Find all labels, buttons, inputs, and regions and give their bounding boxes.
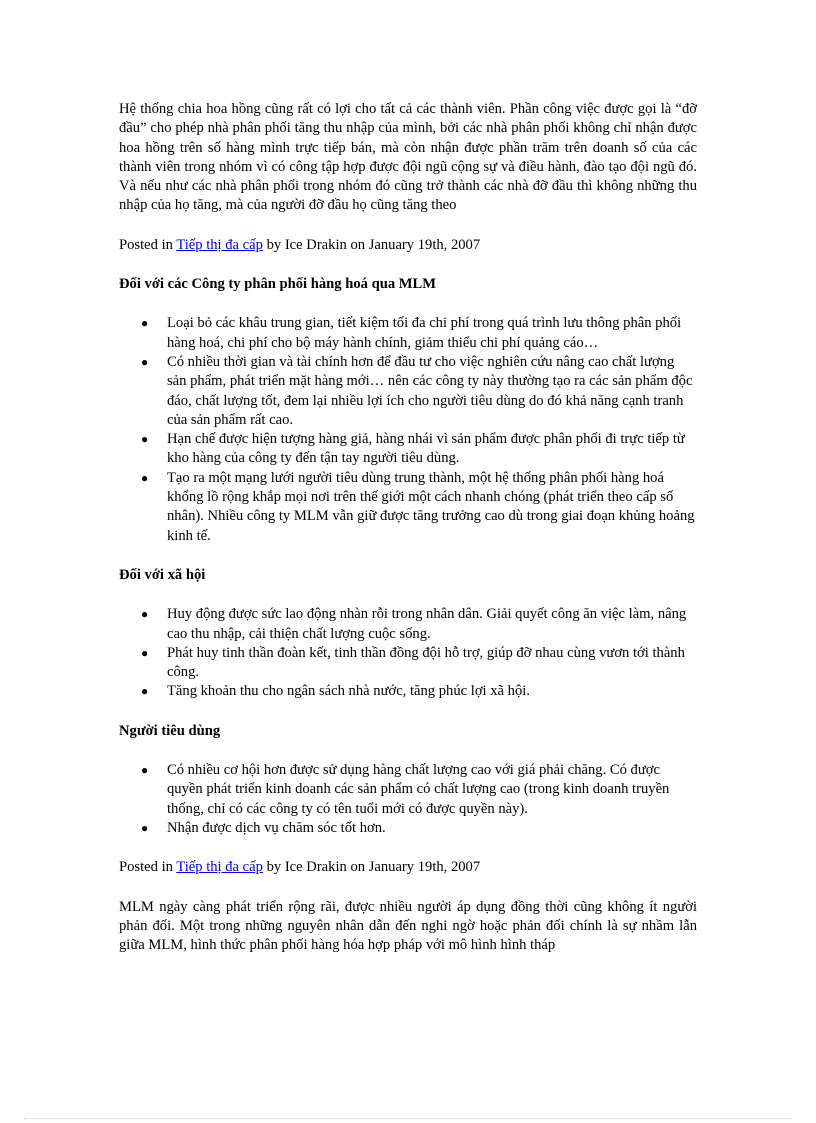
section-heading-consumers: Người tiêu dùng [119, 722, 221, 739]
list-item: ● Phát huy tinh thần đoàn kết, tinh thần đồng đội hỗ trợ, giúp đỡ nhau cùng vươn tới thành công. [141, 644, 685, 681]
bullet-icon: ● [141, 645, 149, 660]
intro-paragraph: Hệ thống chia hoa hồng cũng rất có lợi cho tất cả các thành viên. Phần công việc được gọi là “đỡ đầu” cho phép nhà phân phối tăng thu nhập của mình, bởi các nhà phân phối không chỉ nhận được hoa hồng trên số hàng mình trực tiếp bán, mà còn nhận được phần trăm trên doanh số của các thành viên trong nhóm vì có công tập hợp được đội ngũ cộng sự và điều hành, đào tạo đội ngũ đó. Và nếu như các nhà phân phối trong nhóm đó cũng trở thành các nhà đỡ đầu thì không những thu nhập của họ tăng, mà của người đỡ đầu họ cũng tăng theo [119, 101, 697, 214]
list-item: ● Huy động được sức lao động nhàn rỗi trong nhân dân. Giải quyết công ăn việc làm, nâng cao thu nhập, cải thiện chất lượng cuộc sống. [141, 606, 687, 642]
consumer-benefits-list [119, 761, 697, 838]
category-link-2[interactable]: Tiếp thị đa cấp [176, 859, 263, 876]
posted-suffix: by Ice Drakin on January 19th, 2007 [262, 236, 481, 253]
bullet-icon: ● [141, 684, 149, 699]
bullet-icon: ● [141, 607, 149, 622]
bullet-icon: ● [141, 820, 149, 835]
list-item: ● Loại bỏ các khâu trung gian, tiết kiệm tối đa chi phí trong quá trình lưu thông phân phối hàng hoá, chi phí cho bộ máy hành chính, giảm thiểu chi phí quảng cáo… [141, 315, 682, 351]
document-page [119, 100, 697, 955]
posted-prefix: Posted in [119, 859, 177, 876]
list-item: ● Nhận được dịch vụ chăm sóc tốt hơn. [167, 819, 697, 838]
section-heading-companies: Đối với các Công ty phân phối hàng hoá qua MLM [119, 276, 437, 293]
list-item: ● Tăng khoản thu cho ngân sách nhà nước, tăng phúc lợi xã hội. [167, 682, 697, 701]
bullet-icon: ● [141, 432, 149, 447]
posted-line-1 [119, 236, 697, 255]
list-item: ● Có nhiều cơ hội hơn được sử dụng hàng chất lượng cao với giá phải chăng. Có được quyền phát triển kinh doanh các sản phẩm có chất lượng cao (trong kinh doanh truyền thống, chỉ có các công ty có tên tuổi mới có được quyền này). [141, 762, 670, 817]
companies-benefits-list [119, 314, 697, 546]
posted-line-2 [119, 858, 697, 877]
society-benefits-list [119, 605, 697, 701]
bullet-icon: ● [141, 354, 149, 369]
list-item: ● Có nhiều thời gian và tài chính hơn để đầu tư cho việc nghiên cứu nâng cao chất lượng sản phẩm, phát triển mặt hàng mới… nên các công ty này thường tạo ra các sản phẩm độc đáo, chất lượng tốt, đem lại nhiều lợi ích cho người tiêu dùng do đó khả năng cạnh tranh của sản phẩm rất cao. [141, 353, 693, 428]
closing-paragraph: MLM ngày càng phát triển rộng rãi, được nhiều người áp dụng đồng thời cũng không ít người phản đối. Một trong những nguyên nhân dẫn đến nghi ngờ hoặc phản đối chính là sự nhầm lẫn giữa MLM, hình thức phân phối hàng hóa hợp pháp với mô hình hình tháp [119, 898, 697, 954]
section-heading-society: Đối với xã hội [119, 566, 206, 583]
list-item: ● Hạn chế được hiện tượng hàng giả, hàng nhái vì sản phẩm được phân phối đi trực tiếp từ kho hàng của công ty đến tận tay người tiêu dùng. [141, 431, 685, 467]
bullet-icon: ● [141, 470, 149, 485]
list-item: ● Tạo ra một mạng lưới người tiêu dùng trung thành, một hệ thống phân phối hàng hoá khổng lồ rộng khắp mọi nơi trên thế giới một cách nhanh chóng (phát triển theo cấp số nhân). Nhiều công ty MLM vẫn giữ được tăng trưởng cao dù trong giai đoạn khủng hoảng kinh tế. [141, 469, 695, 544]
posted-suffix: by Ice Drakin on January 19th, 2007 [262, 859, 481, 876]
posted-prefix: Posted in [119, 236, 177, 253]
category-link-1[interactable]: Tiếp thị đa cấp [176, 236, 263, 253]
bullet-icon: ● [141, 763, 149, 778]
page-bottom-divider [24, 1118, 792, 1119]
bullet-icon: ● [141, 316, 149, 331]
